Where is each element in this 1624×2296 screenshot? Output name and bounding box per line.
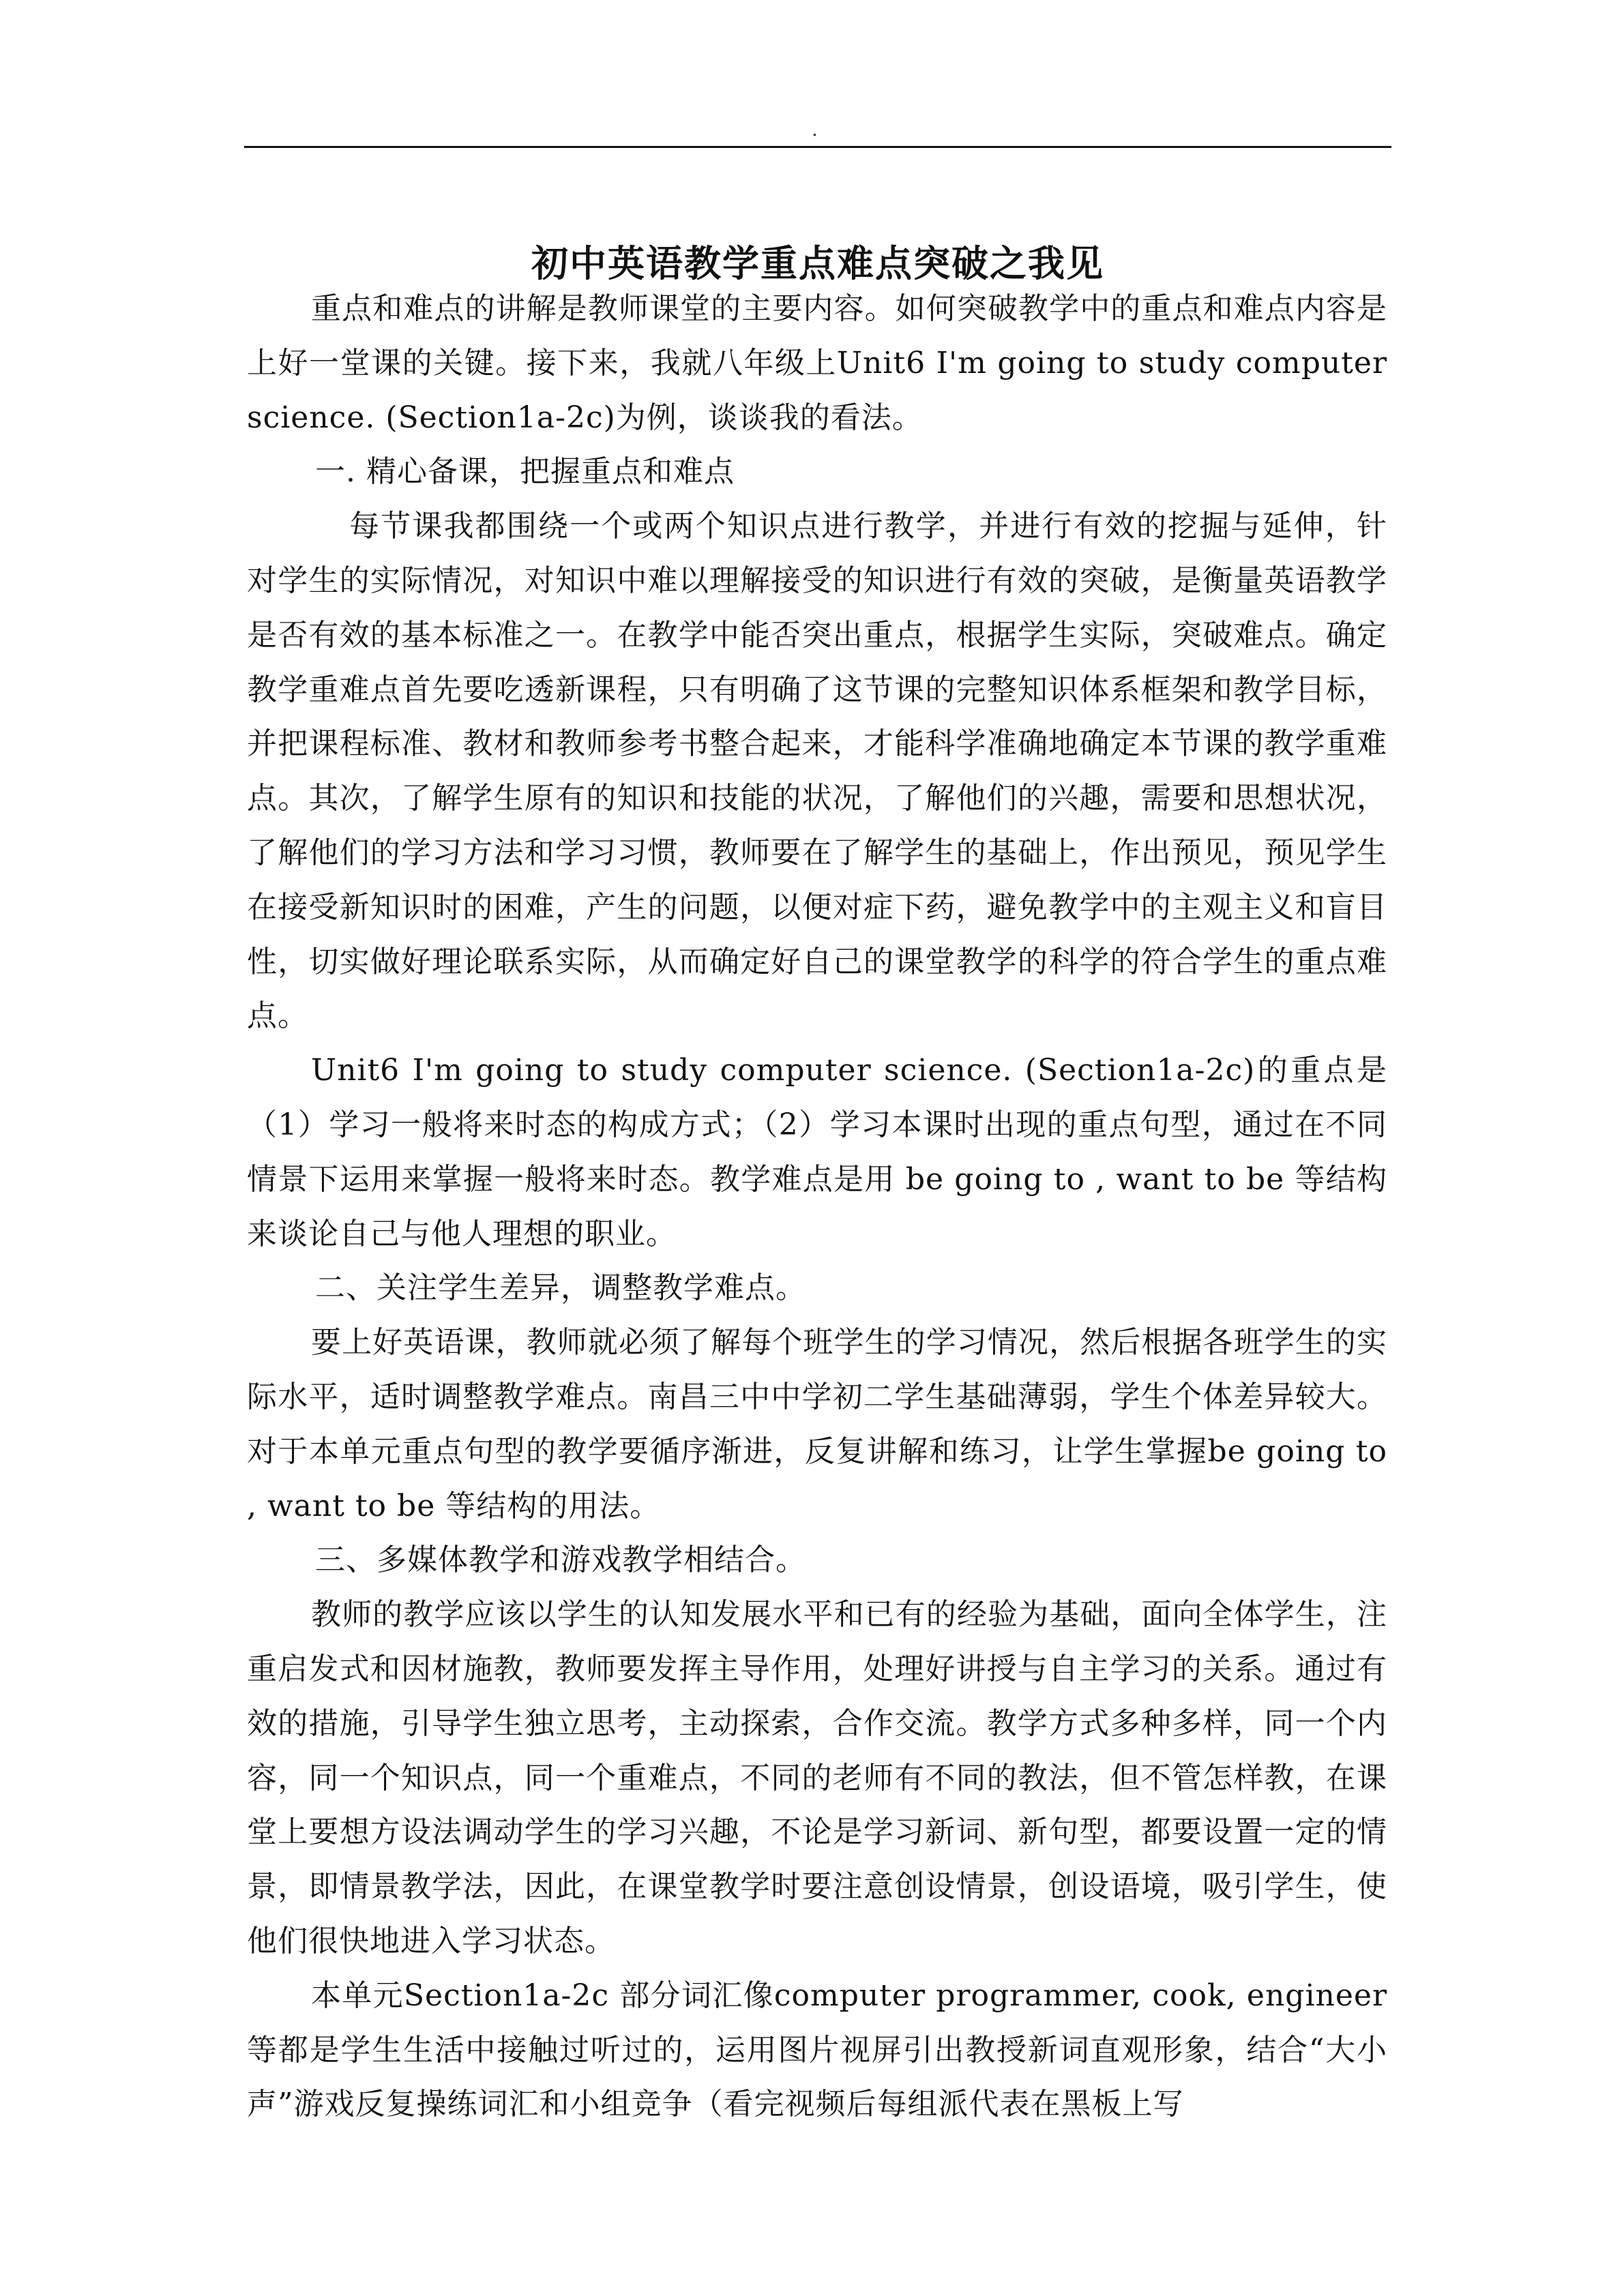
section-3-paragraph-2: 本单元Section1a-2c 部分词汇像computer programmer, cook, engineer等都是学生生活中接触过听过的，运用图片视屏引出教授新词直观形象，结合“大小声”游戏反复操练词汇和小组竞争（看完视频后每组派代表在黑板上写 [247, 1978, 1387, 2122]
intro-paragraph: 重点和难点的讲解是教师课堂的主要内容。如何突破教学中的重点和难点内容是上好一堂课的关键。接下来，我就八年级上Unit6 I'm going to study computer science. (Section1a-2c)为例，谈谈我的看法。 [247, 291, 1387, 435]
section-2-paragraph: 要上好英语课，教师就必须了解每个班学生的学习情况，然后根据各班学生的实际水平，适时调整教学难点。南昌三中中学初二学生基础薄弱，学生个体差异较大。对于本单元重点句型的教学要循序渐进，反复讲解和练习，让学生掌握be going to , want to be 等结构的用法。 [247, 1325, 1387, 1523]
header-dot: . [812, 118, 818, 140]
section-3-paragraph-1: 教师的教学应该以学生的认知发展水平和已有的经验为基础，面向全体学生，注重启发式和因材施教，教师要发挥主导作用，处理好讲授与自主学习的关系。通过有效的措施，引导学生独立思考，主动探索，合作交流。教学方式多种多样，同一个内容，同一个知识点，同一个重难点，不同的老师有不同的教法，但不管怎样教，在课堂上要想方设法调动学生的学习兴趣，不论是学习新词、新句型，都要设置一定的情景，即情景教学法，因此，在课堂教学时要注意创设情景，创设语境，吸引学生，使他们很快地进入学习状态。 [247, 1597, 1387, 1958]
header-rule [244, 146, 1391, 148]
section-3-heading: 三、多媒体教学和游戏教学相结合。 [315, 1542, 806, 1578]
document-title: 初中英语教学重点难点突破之我见 [531, 241, 1104, 286]
document-body [247, 282, 1387, 2132]
section-1-paragraph-2: Unit6 I'm going to study computer science. (Section1a-2c)的重点是（1）学习一般将来时态的构成方式；（2）学习本课时出现的重点句型，通过在不同情景下运用来掌握一般将来时态。教学难点是用 be going to , want to be 等结构来谈论自己与他人理想的职业。 [247, 1053, 1387, 1251]
section-2-heading: 二、关注学生差异，调整教学难点。 [315, 1270, 806, 1306]
section-1-paragraph-1: 每节课我都围绕一个或两个知识点进行教学，并进行有效的挖掘与延伸，针对学生的实际情况，对知识中难以理解接受的知识进行有效的突破，是衡量英语教学是否有效的基本标准之一。在教学中能否突出重点，根据学生实际，突破难点。确定教学重难点首先要吃透新课程，只有明确了这节课的完整知识体系框架和教学目标，并把课程标准、教材和教师参考书整合起来，才能科学准确地确定本节课的教学重难点。其次，了解学生原有的知识和技能的状况，了解他们的兴趣，需要和思想状况，了解他们的学习方法和学习习惯，教师要在了解学生的基础上，作出预见，预见学生在接受新知识时的困难，产生的问题，以便对症下药，避免教学中的主观主义和盲目性，切实做好理论联系实际，从而确定好自己的课堂教学的科学的符合学生的重点难点。 [247, 509, 1387, 1034]
section-1-heading: 一. 精心备课，把握重点和难点 [315, 454, 735, 490]
